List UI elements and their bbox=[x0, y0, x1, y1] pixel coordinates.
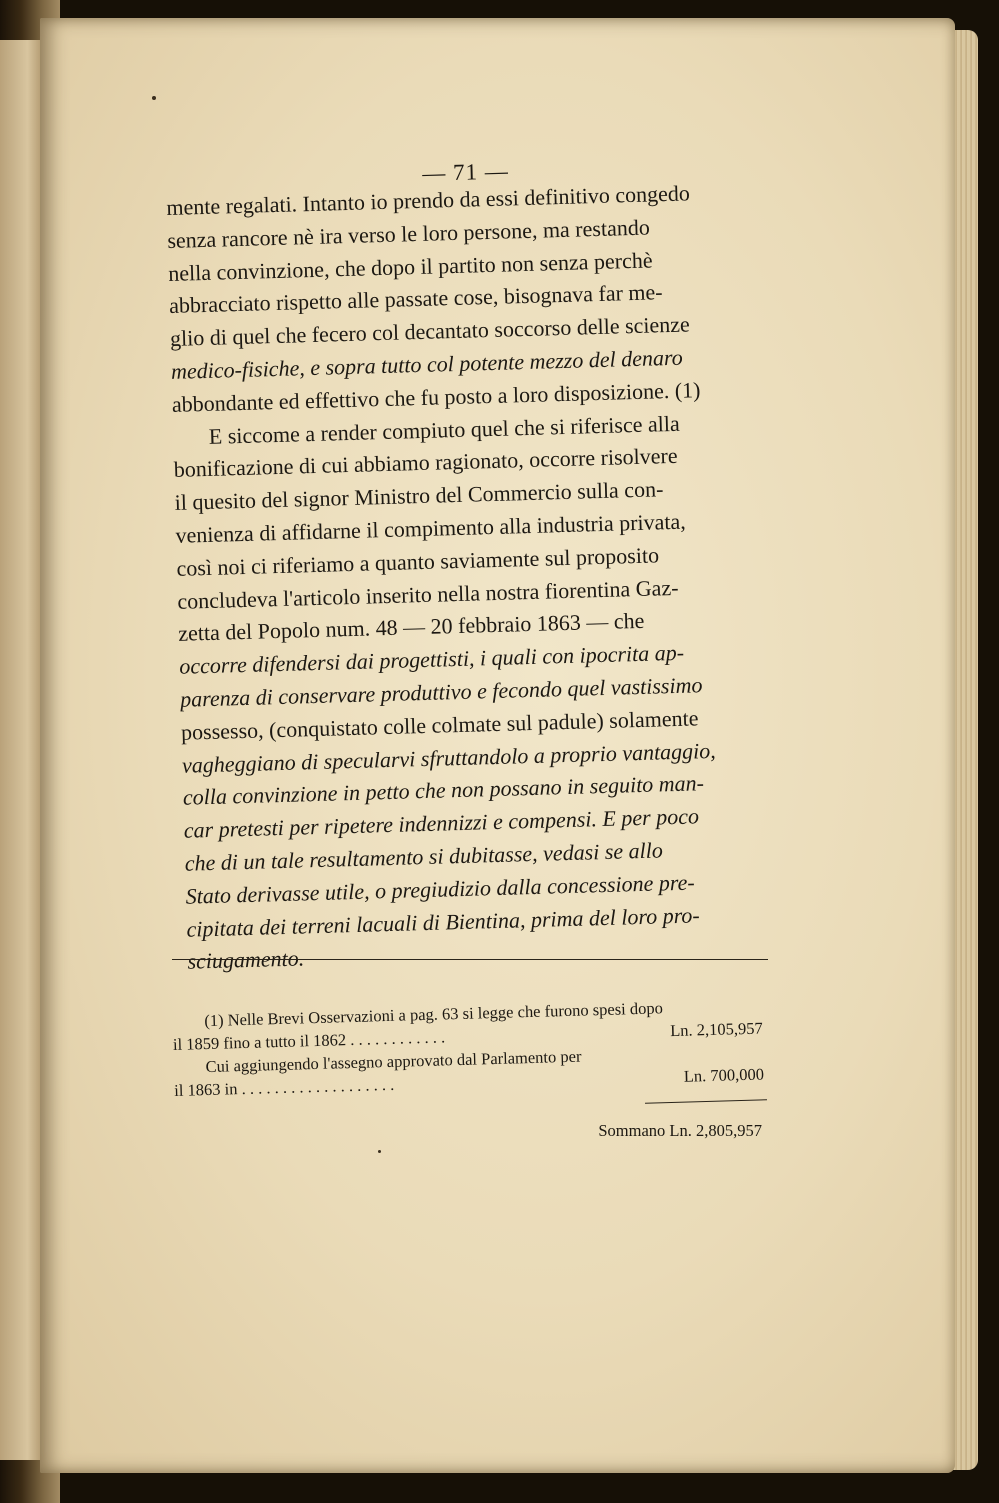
text-line: il quesito del signor Ministro del Commercio sulla con- bbox=[174, 476, 664, 516]
text-line: possesso, (conquistato colle colmate sul padule) solamente bbox=[180, 705, 699, 745]
footnote-sum: Sommano Ln. 2,805,957 bbox=[598, 1121, 762, 1140]
text-line: senza rancore nè ira verso le loro persone, ma restando bbox=[166, 214, 651, 253]
text-line: vagheggiano di specularvi sfruttandolo a proprio vantaggio, bbox=[181, 737, 717, 778]
footnote-amount: Ln. 2,105,957 bbox=[669, 1018, 763, 1041]
footnote-text: il 1863 in . . . . . . . . . . . . . . . . . . . bbox=[173, 1074, 395, 1100]
text-line: glio di quel che fecero col decantato soccorso delle scienze bbox=[169, 311, 691, 352]
text-line: mente regalati. Intanto io prendo da essi definitivo congedo bbox=[166, 180, 691, 220]
text-line: cipitata dei terreni lacuali di Bientina, prima del loro pro- bbox=[186, 901, 701, 942]
text-line: colla convinzione in petto che non possano in seguito man- bbox=[182, 770, 705, 811]
footnote-text: il 1859 fino a tutto il 1862 . . . . . . . . . . . . bbox=[172, 1027, 446, 1054]
paragraph-1 bbox=[166, 175, 772, 421]
text-line: parenza di conservare produttivo e fecondo quel vastissimo bbox=[179, 672, 703, 712]
text-line: abbondante ed effettivo che fu posto a loro disposizione. (1) bbox=[171, 376, 701, 417]
footnote-line: (1) Nelle Brevi Osservazioni a pag. 63 si legge che furono spesi dopo bbox=[204, 998, 664, 1031]
footnote-divider bbox=[172, 959, 768, 960]
text-line: che di un tale resultamento si dubitasse, vedasi se allo bbox=[184, 837, 664, 876]
text-line: concludeva l'articolo inserito nella nostra fiorentina Gaz- bbox=[177, 574, 679, 614]
text-line: car pretesti per ripetere indennizzi e compensi. E per poco bbox=[183, 803, 700, 843]
text-line: medico-fisiche, e sopra tutto col potente mezzo del denaro bbox=[170, 344, 683, 384]
text-line: nella convinzione, che dopo il partito non senza perchè bbox=[167, 247, 653, 286]
text-line: bonificazione di cui abbiamo ragionato, occorre risolvere bbox=[173, 443, 678, 483]
footnote-amount: Ln. 700,000 bbox=[683, 1064, 765, 1086]
text-line: occorre difendersi dai progettisti, i quali con ipocrita ap- bbox=[178, 639, 685, 679]
main-text bbox=[166, 158, 788, 979]
page-speck bbox=[152, 96, 156, 100]
text-line: abbracciato rispetto alle passate cose, bisognava far me- bbox=[168, 279, 663, 319]
paragraph-2 bbox=[172, 405, 787, 979]
text-line: E siccome a render compiuto quel che si riferisce alla bbox=[208, 410, 680, 449]
page-speck bbox=[378, 1150, 381, 1153]
text-line: zetta del Popolo num. 48 — 20 febbraio 1863 — che bbox=[177, 608, 645, 647]
text-line: venienza di affidarne il compimento alla industria privata, bbox=[175, 508, 687, 548]
footnote bbox=[172, 994, 764, 1102]
text-line: Stato derivasse utile, o pregiudizio dalla concessione pre- bbox=[185, 869, 696, 909]
page-number: — 71 — bbox=[421, 158, 510, 186]
text-line: così noi ci riferiamo a quanto saviamente sul proposito bbox=[176, 542, 660, 581]
text-line: sciugamento. bbox=[187, 945, 305, 975]
footnote-line: Cui aggiungendo l'assegno approvato dal Parlamento per bbox=[205, 1046, 582, 1077]
